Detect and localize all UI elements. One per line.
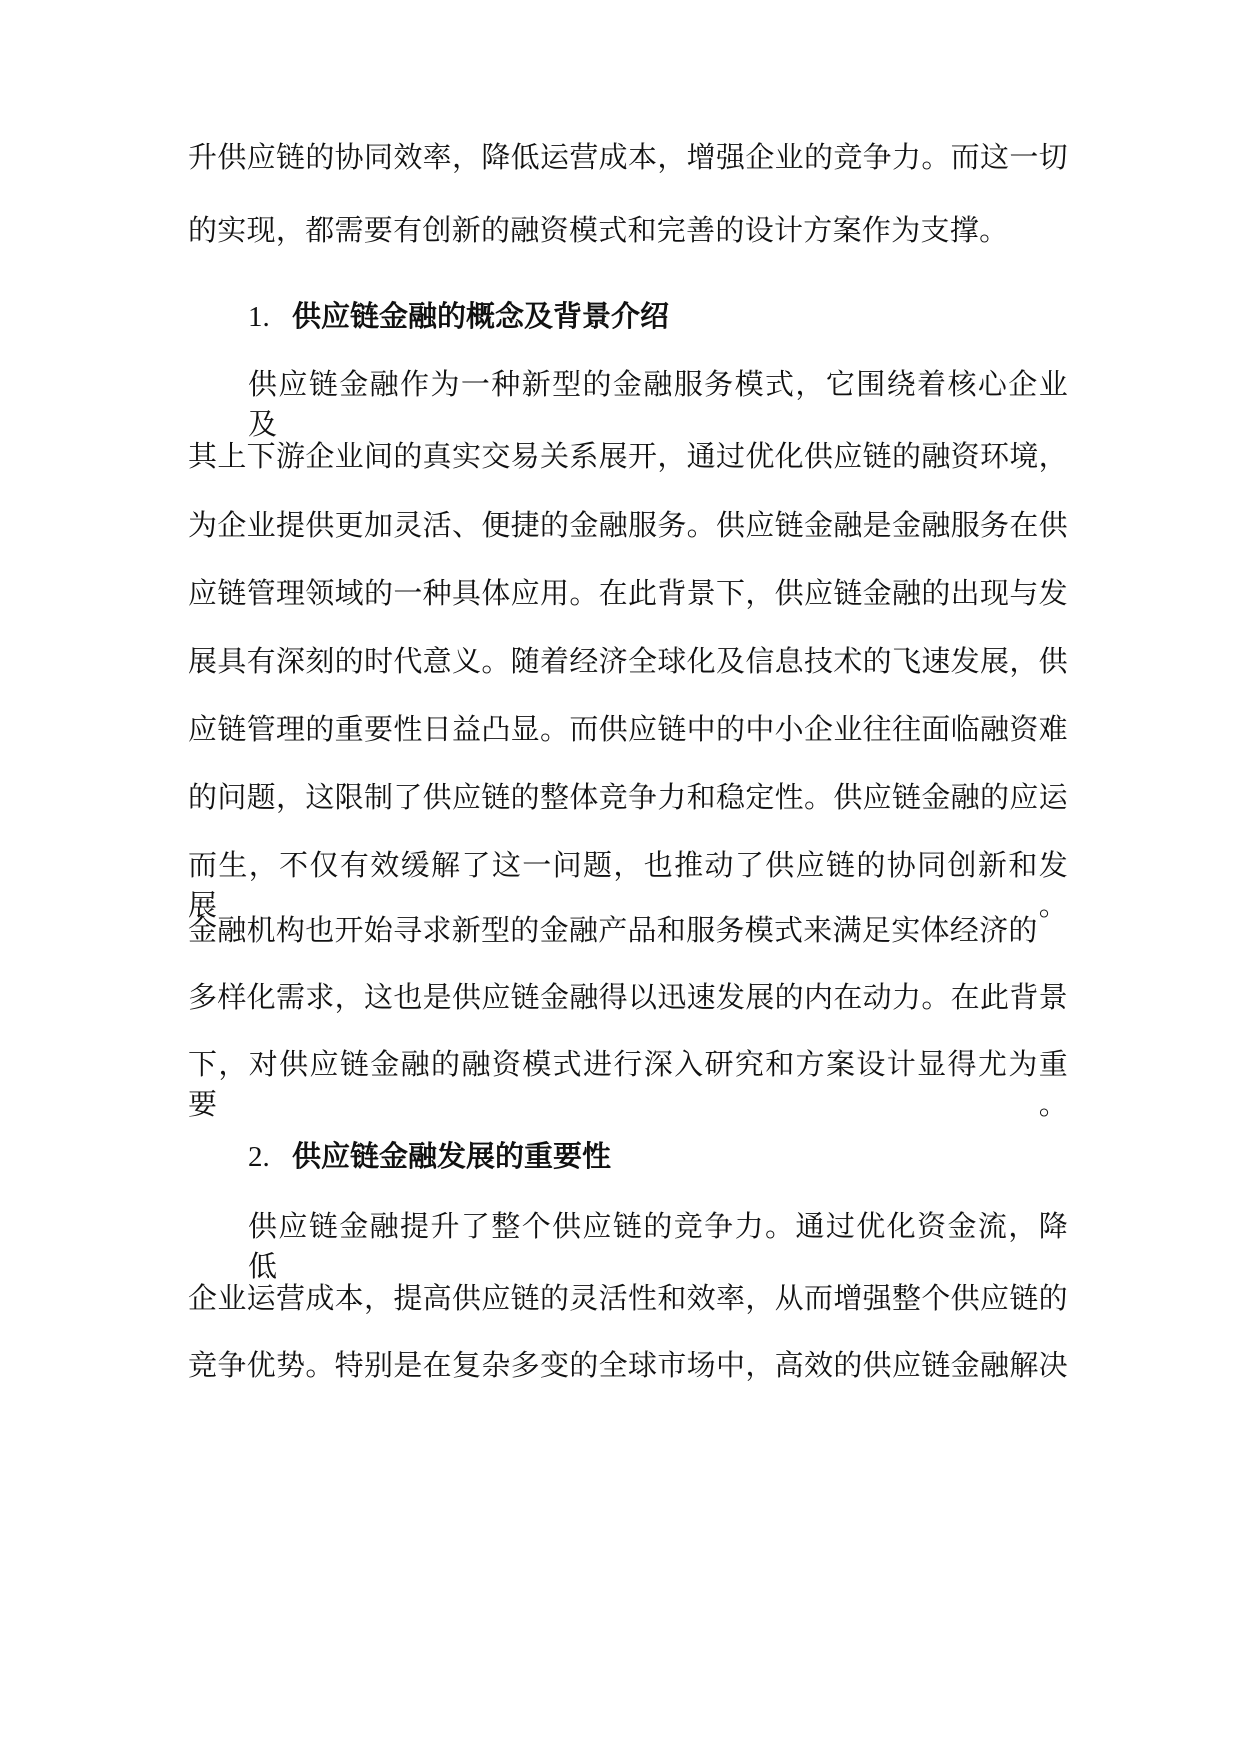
paragraph-line: 升供应链的协同效率，降低运营成本，增强企业的竞争力。而这一切: [188, 140, 1068, 174]
paragraph-line: 多样化需求，这也是供应链金融得以迅速发展的内在动力。在此背景: [188, 980, 1068, 1014]
paragraph-line: 其上下游企业间的真实交易关系展开，通过优化供应链的融资环境，: [188, 439, 1068, 473]
paragraph-line: 展具有深刻的时代意义。随着经济全球化及信息技术的飞速发展，供: [188, 644, 1068, 678]
paragraph-line: 而生，不仅有效缓解了这一问题，也推动了供应链的协同创新和发展。: [188, 848, 1068, 922]
paragraph-line: 金融机构也开始寻求新型的金融产品和服务模式来满足实体经济的: [188, 913, 1038, 947]
paragraph-line: 应链管理领域的一种具体应用。在此背景下，供应链金融的出现与发: [188, 576, 1068, 610]
paragraph-line: 竞争优势。特别是在复杂多变的全球市场中，高效的供应链金融解决: [188, 1348, 1068, 1382]
paragraph-line: 企业运营成本，提高供应链的灵活性和效率，从而增强整个供应链的: [188, 1281, 1068, 1315]
paragraph-line: 的实现，都需要有创新的融资模式和完善的设计方案作为支撑。: [188, 213, 1009, 247]
paragraph-line: 的问题，这限制了供应链的整体竞争力和稳定性。供应链金融的应运: [188, 780, 1068, 814]
paragraph-line: 供应链金融作为一种新型的金融服务模式，它围绕着核心企业及: [248, 367, 1068, 441]
paragraph-line: 为企业提供更加灵活、便捷的金融服务。供应链金融是金融服务在供: [188, 508, 1068, 542]
paragraph-line: 供应链金融提升了整个供应链的竞争力。通过优化资金流，降低: [248, 1209, 1068, 1283]
section-number: 2.: [248, 1141, 270, 1173]
section-title: 供应链金融的概念及背景介绍: [292, 299, 670, 333]
paragraph-line: 下，对供应链金融的融资模式进行深入研究和方案设计显得尤为重要。: [188, 1047, 1068, 1121]
section-heading-2: [248, 1136, 611, 1177]
paragraph-line: 应链管理的重要性日益凸显。而供应链中的中小企业往往面临融资难: [188, 712, 1068, 746]
section-heading-1: [248, 296, 669, 337]
section-number: 1.: [248, 301, 270, 333]
section-title: 供应链金融发展的重要性: [292, 1139, 612, 1173]
